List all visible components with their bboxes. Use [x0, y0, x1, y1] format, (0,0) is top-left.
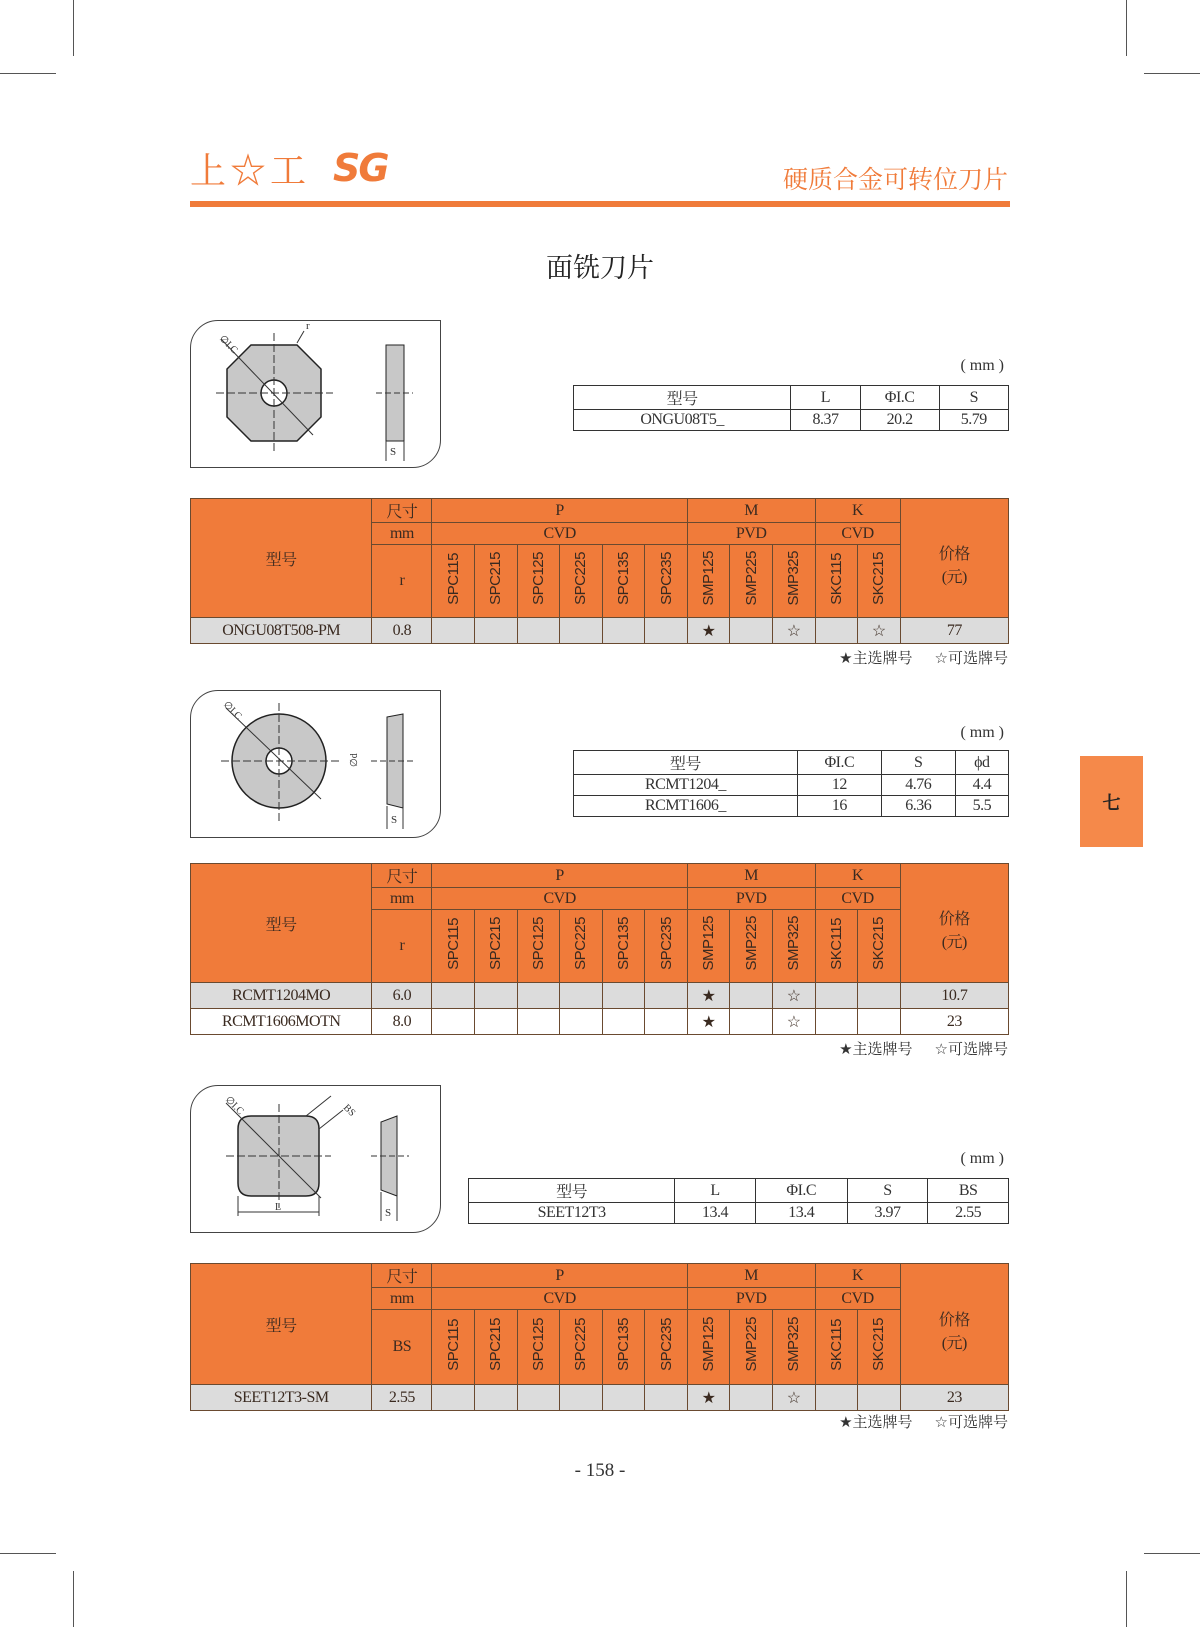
header-row-group [191, 1264, 1009, 1288]
grade-mark-cell [730, 618, 773, 644]
grade-mark-cell [815, 1385, 858, 1411]
grade-header-cell [730, 910, 773, 983]
grade-mark-cell [517, 983, 560, 1009]
svg-text:∅I.C: ∅I.C [222, 1094, 246, 1118]
grade-label: SPC135 [614, 552, 632, 605]
table-row [191, 983, 1009, 1009]
grade-header-cell [687, 910, 730, 983]
legend-optional: ☆可选牌号 [934, 1413, 1008, 1431]
grade-mark-cell [815, 983, 858, 1009]
dim-cell: 4.76 [881, 775, 955, 796]
grade-header-cell [475, 545, 518, 618]
grade-mark-cell [815, 618, 858, 644]
group-p: P [432, 1264, 687, 1288]
grade-label: SPC225 [572, 1318, 590, 1371]
grade-header-cell [772, 545, 815, 618]
grade-label: SPC225 [572, 917, 590, 970]
octagon-insert-icon [191, 321, 442, 469]
table-row [191, 1009, 1009, 1035]
dim-header-row [469, 1179, 1009, 1203]
grade-header-cell [858, 910, 901, 983]
grade-mark-cell: ★ [687, 1385, 730, 1411]
grade-mark-cell: ☆ [772, 983, 815, 1009]
dimension-table [573, 750, 1009, 817]
grade-header-cell [858, 1310, 901, 1385]
grade-header-cell [560, 1310, 603, 1385]
svg-text:S: S [390, 446, 397, 458]
svg-text:S: S [391, 814, 398, 826]
dim-row [469, 1203, 1009, 1224]
size-header: 尺寸 [372, 1264, 432, 1288]
dim-cell: RCMT1606_ [574, 796, 798, 817]
grade-header-cell [730, 545, 773, 618]
chapter-tab[interactable]: 七 [1080, 756, 1143, 847]
dimension-table [573, 385, 1009, 431]
price-header: 价格 (元) [900, 499, 1008, 618]
grade-mark-cell [432, 1009, 475, 1035]
grade-label: SKC215 [870, 1318, 888, 1371]
dim-cell: 2.55 [928, 1203, 1009, 1224]
dim-header-cell: S [939, 386, 1008, 410]
grade-label: SPC215 [487, 552, 505, 605]
group-m: M [687, 499, 815, 523]
grade-table [190, 498, 1009, 644]
dim-row [574, 775, 1009, 796]
coating-cvd: CVD [815, 1288, 900, 1310]
grade-mark-cell [602, 1385, 645, 1411]
grade-mark-cell: ☆ [772, 1009, 815, 1035]
group-p: P [432, 864, 687, 888]
grade-header-cell [560, 545, 603, 618]
model-header: 型号 [191, 499, 372, 618]
unit-label: ( mm ) [960, 724, 1004, 741]
grade-label: SKC115 [827, 917, 845, 970]
grade-label: SPC135 [614, 917, 632, 970]
legend-optional: ☆可选牌号 [934, 1040, 1008, 1058]
dim-cell: ONGU08T5_ [574, 410, 791, 431]
round-insert-icon [191, 691, 442, 839]
price-cell: 77 [900, 618, 1008, 644]
grade-header-cell [815, 910, 858, 983]
coating-cvd: CVD [432, 888, 687, 910]
dim-header-cell: S [881, 751, 955, 775]
size-unit: mm [372, 523, 432, 545]
svg-text:∅I.C: ∅I.C [220, 699, 244, 723]
grade-mark-cell [432, 983, 475, 1009]
grade-label: SMP125 [700, 916, 718, 971]
grade-header-cell [645, 545, 688, 618]
unit-label: ( mm ) [960, 1150, 1004, 1167]
grade-label: SPC115 [444, 552, 462, 605]
grade-label: SMP225 [742, 916, 760, 971]
dim-header-cell: ΦI.C [797, 751, 881, 775]
size-label: r [372, 545, 432, 618]
grade-label: SKC215 [870, 552, 888, 605]
dim-row [574, 410, 1009, 431]
grade-label: SPC115 [444, 917, 462, 970]
coating-cvd: CVD [432, 523, 687, 545]
grade-mark-cell [517, 618, 560, 644]
crop-mark [73, 1571, 74, 1627]
size-cell: 6.0 [372, 983, 432, 1009]
logo-chinese: 上☆工 [190, 151, 311, 192]
grade-label: SKC115 [827, 1318, 845, 1371]
model-header: 型号 [191, 864, 372, 983]
size-header: 尺寸 [372, 864, 432, 888]
grade-mark-cell [432, 1385, 475, 1411]
grade-mark-cell [560, 1009, 603, 1035]
size-label: BS [372, 1310, 432, 1385]
legend [817, 1411, 1008, 1432]
model-cell: ONGU08T508-PM [191, 618, 372, 644]
unit-label: ( mm ) [960, 357, 1004, 374]
grade-header-cell [772, 910, 815, 983]
group-p: P [432, 499, 687, 523]
header-title: 硬质合金可转位刀片 [782, 165, 1008, 194]
svg-text:∅I.C: ∅I.C [216, 333, 240, 357]
grade-label: SPC135 [614, 1318, 632, 1371]
grade-label: SPC225 [572, 552, 590, 605]
model-cell: RCMT1204MO [191, 983, 372, 1009]
grade-header-cell [645, 910, 688, 983]
dim-cell: 13.4 [755, 1203, 847, 1224]
price-cell: 23 [900, 1009, 1008, 1035]
insert-diagram-round [190, 690, 441, 838]
size-header: 尺寸 [372, 499, 432, 523]
grade-label: SPC125 [529, 1318, 547, 1371]
grade-mark-cell [602, 618, 645, 644]
dim-header-cell: ΦI.C [755, 1179, 847, 1203]
grade-header-cell [815, 545, 858, 618]
grade-header-cell [432, 545, 475, 618]
grade-header-cell [475, 1310, 518, 1385]
coating-pvd: PVD [687, 1288, 815, 1310]
grade-mark-cell [645, 1385, 688, 1411]
grade-label: SKC115 [827, 552, 845, 605]
grade-header-cell [645, 1310, 688, 1385]
price-cell: 23 [900, 1385, 1008, 1411]
dim-header-cell: BS [928, 1179, 1009, 1203]
header-divider [190, 201, 1010, 207]
dim-header-cell: 型号 [469, 1179, 675, 1203]
crop-mark [1126, 0, 1127, 56]
dim-header-cell: L [675, 1179, 756, 1203]
grade-mark-cell: ★ [687, 1009, 730, 1035]
grade-header-cell [687, 1310, 730, 1385]
grade-label: SMP325 [785, 1317, 803, 1372]
grade-mark-cell [517, 1009, 560, 1035]
grade-label: SPC125 [529, 552, 547, 605]
grade-mark-cell: ☆ [772, 618, 815, 644]
grade-mark-cell [560, 618, 603, 644]
group-k: K [815, 864, 900, 888]
dim-cell: 5.79 [939, 410, 1008, 431]
dim-cell: SEET12T3 [469, 1203, 675, 1224]
grade-mark-cell [858, 1009, 901, 1035]
dim-header-cell: 型号 [574, 386, 791, 410]
legend-main: ★主选牌号 [839, 649, 913, 667]
dim-cell: RCMT1204_ [574, 775, 798, 796]
dim-cell: 20.2 [860, 410, 939, 431]
dim-header-row [574, 386, 1009, 410]
grade-label: SKC215 [870, 917, 888, 970]
grade-header-cell [858, 545, 901, 618]
grade-table [190, 863, 1009, 1035]
legend [817, 1038, 1008, 1059]
grade-mark-cell [560, 1385, 603, 1411]
coating-cvd: CVD [815, 523, 900, 545]
grade-header-cell [730, 1310, 773, 1385]
svg-text:BS: BS [340, 1102, 358, 1119]
grade-header-cell [432, 1310, 475, 1385]
grade-mark-cell [602, 983, 645, 1009]
size-unit: mm [372, 1288, 432, 1310]
dim-header-row [574, 751, 1009, 775]
grade-mark-cell [560, 983, 603, 1009]
legend [817, 647, 1008, 668]
dimension-table [468, 1178, 1009, 1224]
grade-label: SMP125 [700, 1317, 718, 1372]
page-number: - 158 - [574, 1460, 626, 1481]
grade-mark-cell [475, 1009, 518, 1035]
table-row [191, 618, 1009, 644]
grade-mark-cell [730, 1385, 773, 1411]
grade-header-cell [517, 910, 560, 983]
grade-header-cell [602, 1310, 645, 1385]
price-header: 价格 (元) [900, 864, 1008, 983]
insert-diagram-square [190, 1085, 441, 1233]
crop-mark [1144, 1553, 1200, 1554]
price-cell: 10.7 [900, 983, 1008, 1009]
grade-label: SMP325 [785, 551, 803, 606]
grade-mark-cell: ★ [687, 618, 730, 644]
header-row-group [191, 864, 1009, 888]
grade-label: SPC215 [487, 917, 505, 970]
dim-cell: 3.97 [847, 1203, 928, 1224]
grade-mark-cell [730, 1009, 773, 1035]
grade-label: SMP325 [785, 916, 803, 971]
dim-cell: 13.4 [675, 1203, 756, 1224]
dim-header-cell: ΦI.C [860, 386, 939, 410]
grade-header-cell [602, 545, 645, 618]
dim-row [574, 796, 1009, 817]
svg-text:r: r [306, 321, 310, 332]
crop-mark [1144, 73, 1200, 74]
grade-header-cell [517, 1310, 560, 1385]
group-k: K [815, 499, 900, 523]
crop-mark [1126, 1571, 1127, 1627]
table-row [191, 1385, 1009, 1411]
size-unit: mm [372, 888, 432, 910]
coating-cvd: CVD [432, 1288, 687, 1310]
grade-table [190, 1263, 1009, 1411]
model-header: 型号 [191, 1264, 372, 1385]
group-m: M [687, 864, 815, 888]
dim-cell: 16 [797, 796, 881, 817]
grade-header-cell [560, 910, 603, 983]
dim-header-cell: L [791, 386, 860, 410]
crop-mark [0, 1553, 56, 1554]
svg-text:L: L [275, 1202, 282, 1213]
svg-text:∅d: ∅d [349, 753, 360, 767]
grade-label: SPC235 [657, 1318, 675, 1371]
grade-mark-cell: ★ [687, 983, 730, 1009]
size-cell: 8.0 [372, 1009, 432, 1035]
dim-cell: 6.36 [881, 796, 955, 817]
grade-mark-cell [475, 1385, 518, 1411]
crop-mark [73, 0, 74, 56]
grade-mark-cell: ☆ [772, 1385, 815, 1411]
dim-cell: 8.37 [791, 410, 860, 431]
size-cell: 2.55 [372, 1385, 432, 1411]
grade-label: SMP225 [742, 551, 760, 606]
price-header: 价格 (元) [900, 1264, 1008, 1385]
page-title: 面铣刀片 [546, 253, 654, 284]
grade-mark-cell [432, 618, 475, 644]
grade-mark-cell [645, 618, 688, 644]
group-k: K [815, 1264, 900, 1288]
coating-pvd: PVD [687, 523, 815, 545]
dim-header-cell: ϕd [955, 751, 1008, 775]
square-insert-icon [191, 1086, 442, 1234]
grade-label: SPC115 [444, 1318, 462, 1371]
dim-cell: 5.5 [955, 796, 1008, 817]
legend-main: ★主选牌号 [839, 1040, 913, 1058]
grade-mark-cell [645, 983, 688, 1009]
group-m: M [687, 1264, 815, 1288]
grade-mark-cell [858, 1385, 901, 1411]
grade-label: SPC125 [529, 917, 547, 970]
grade-label: SPC235 [657, 917, 675, 970]
legend-optional: ☆可选牌号 [934, 649, 1008, 667]
size-label: r [372, 910, 432, 983]
grade-header-cell [687, 545, 730, 618]
size-cell: 0.8 [372, 618, 432, 644]
model-cell: SEET12T3-SM [191, 1385, 372, 1411]
grade-label: SPC235 [657, 552, 675, 605]
crop-mark [0, 73, 56, 74]
grade-mark-cell [602, 1009, 645, 1035]
grade-label: SPC215 [487, 1318, 505, 1371]
grade-header-cell [475, 910, 518, 983]
grade-mark-cell [475, 983, 518, 1009]
grade-header-cell [815, 1310, 858, 1385]
dim-cell: 4.4 [955, 775, 1008, 796]
grade-mark-cell [730, 983, 773, 1009]
grade-header-cell [517, 545, 560, 618]
dim-header-cell: S [847, 1179, 928, 1203]
coating-pvd: PVD [687, 888, 815, 910]
grade-mark-cell [475, 618, 518, 644]
grade-mark-cell [815, 1009, 858, 1035]
grade-header-cell [432, 910, 475, 983]
logo-sg: SG [333, 146, 388, 190]
dim-cell: 12 [797, 775, 881, 796]
grade-header-cell [602, 910, 645, 983]
grade-header-cell [772, 1310, 815, 1385]
grade-mark-cell: ☆ [858, 618, 901, 644]
svg-text:S: S [385, 1207, 392, 1219]
grade-label: SMP125 [700, 551, 718, 606]
grade-mark-cell [645, 1009, 688, 1035]
grade-mark-cell [858, 983, 901, 1009]
grade-mark-cell [517, 1385, 560, 1411]
insert-diagram-octagon [190, 320, 441, 468]
grade-label: SMP225 [742, 1317, 760, 1372]
coating-cvd: CVD [815, 888, 900, 910]
legend-main: ★主选牌号 [839, 1413, 913, 1431]
dim-header-cell: 型号 [574, 751, 798, 775]
model-cell: RCMT1606MOTN [191, 1009, 372, 1035]
header-row-group [191, 499, 1009, 523]
